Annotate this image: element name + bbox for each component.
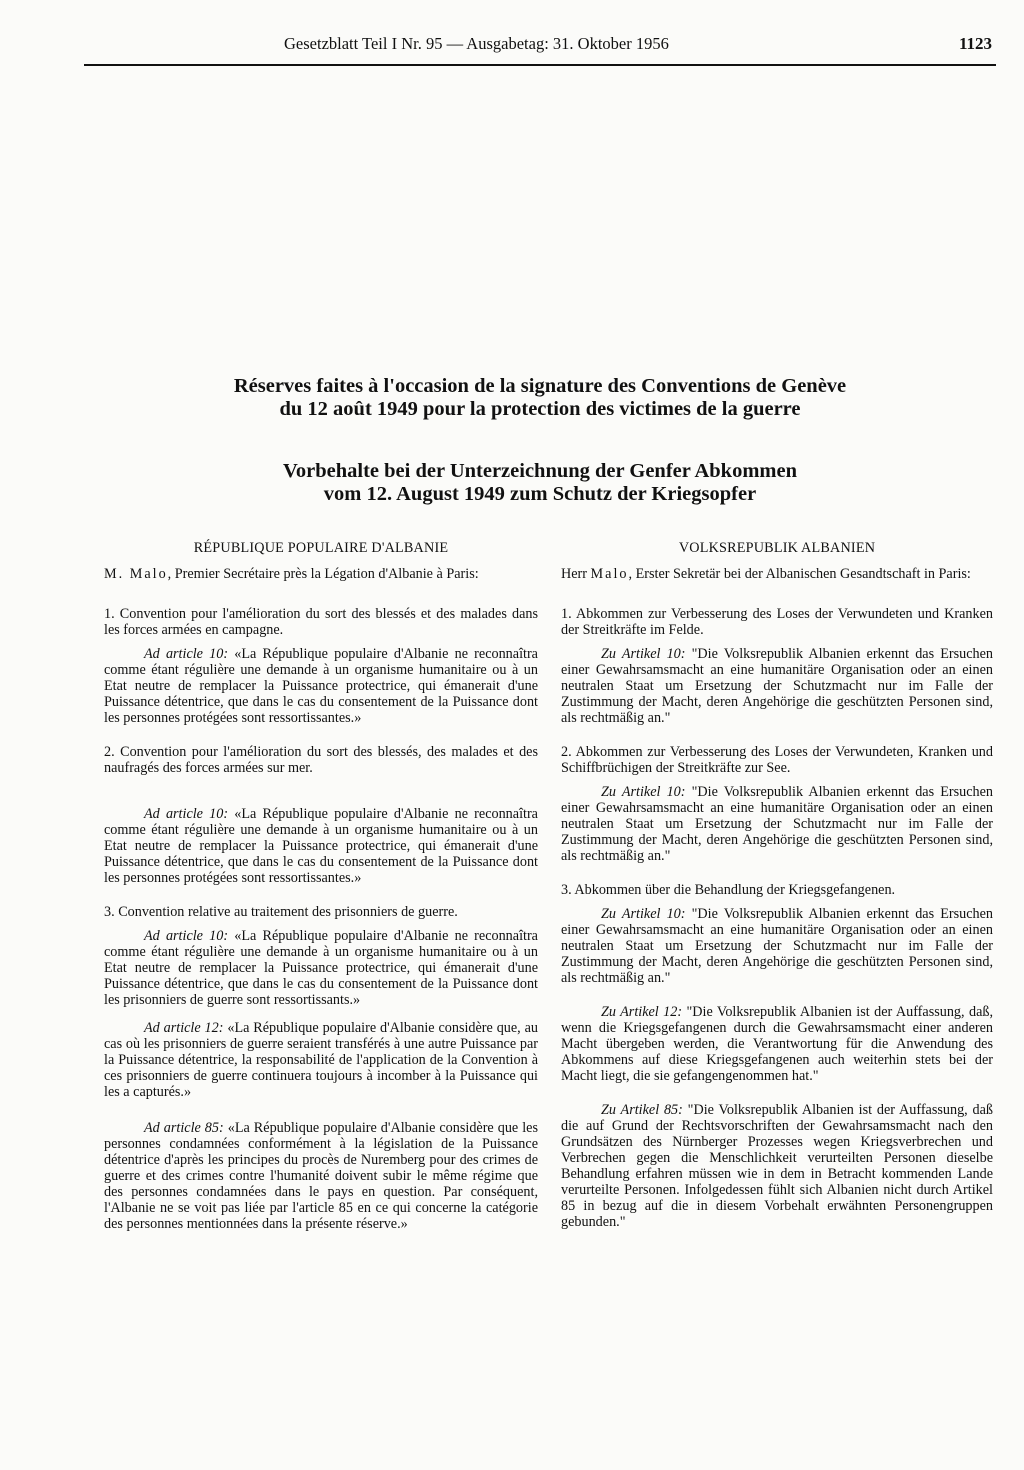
article-label: Zu Artikel 10: bbox=[601, 906, 686, 922]
running-title: Gesetzblatt Teil I Nr. 95 — Ausgabetag: 31. Oktober 1956 bbox=[284, 34, 669, 53]
title-german-line2: vom 12. August 1949 zum Schutz der Kriegsopfer bbox=[323, 483, 757, 505]
intro-paragraph bbox=[104, 566, 538, 582]
convention-1: 1. Abkommen zur Verbesserung des Loses der Verwundeten und Kranken der Streitkräfte im Felde. bbox=[561, 606, 993, 638]
reservation-text: «La République populaire d'Albanie considère que les personnes condamnées conformément à la législation de la Puissance détentrice d'après les principes du procès de Nuremberg pour des crimes de guerre et des crimes contre l'humanité doivent subir le même régime que des personnes condamnées dans le pays en question. Par conséquent, l'Albanie ne se voit pas liée par l'article 85 en ce qui concerne la catégorie des personnes mentionnées dans la présente réserve.» bbox=[104, 1120, 538, 1232]
title-french bbox=[84, 375, 996, 421]
reservation-text: «La République populaire d'Albanie ne reconnaîtra comme étant régulière une demande à un organisme humanitaire ou à un Etat neutre de remplacer la Puissance protectrice, qui émanerait d'une Puissance détentrice, que dans le cas du consentement de la Puissance dont les personnes protégées sont ressortissantes.» bbox=[104, 806, 538, 886]
page-number: 1123 bbox=[958, 34, 992, 53]
reservation-text: «La République populaire d'Albanie ne reconnaîtra comme étant régulière une demande à un organisme humanitaire ou à un Etat neutre de remplacer la Puissance protectrice, qui émanerait d'une Puissance détentrice, que dans le cas du consentement de la Puissance dont les personnes protégées sont ressortissantes.» bbox=[104, 646, 538, 726]
header-rule bbox=[84, 64, 996, 66]
title-french-line1: Réserves faites à l'occasion de la signature des Conventions de Genève bbox=[233, 375, 847, 397]
reservation-3-article-10 bbox=[561, 906, 993, 986]
article-label: Ad article 10: bbox=[144, 646, 229, 662]
signatory-name: Malo bbox=[590, 566, 629, 582]
reservation-text: "Die Volksrepublik Albanien erkennt das Ersuchen einer Gewahrsamsmacht an eine humanitäre Organisation oder an einen neutralen Staat um Ersetzung der Schutzmacht nur im Falle der Zustimmung der Macht, deren Angehörige die geschützten Personen sind, als rechtmäßig an." bbox=[561, 646, 994, 726]
convention-1: 1. Convention pour l'amélioration du sort des blessés et des malades dans les forces armées en campagne. bbox=[104, 606, 538, 638]
reservation-text: «La République populaire d'Albanie ne reconnaîtra comme étant régulière une demande à un organisme humanitaire ou à un Etat neutre de remplacer la Puissance protectrice, qui émanerait d'une Puissance détentrice, que dans le cas du consentement de la Puissance dont les prisonniers de guerre sont ressortissants.» bbox=[104, 928, 538, 1008]
german-column bbox=[561, 540, 993, 1248]
intro-prefix: Herr bbox=[561, 566, 591, 582]
section-heading: VOLKSREPUBLIK ALBANIEN bbox=[678, 540, 876, 556]
reservation-text: "Die Volksrepublik Albanien erkennt das Ersuchen einer Gewahrsamsmacht an eine humanitäre Organisation oder an einen neutralen Staat um Ersetzung der Schutzmacht nur im Falle der Zustimmung der Macht, deren Angehörige die geschützten Personen sind, als rechtmäßig an." bbox=[561, 906, 994, 986]
reservation-3-article-12 bbox=[104, 1020, 538, 1100]
title-french-line2: du 12 août 1949 pour la protection des victimes de la guerre bbox=[279, 398, 801, 420]
signatory-name: M. Malo bbox=[104, 566, 168, 582]
reservation-3-article-85 bbox=[561, 1102, 993, 1230]
reservation-3-article-12 bbox=[561, 1004, 993, 1084]
title-german-line1: Vorbehalte bei der Unterzeichnung der Genfer Abkommen bbox=[282, 460, 797, 482]
article-label: Ad article 10: bbox=[144, 806, 229, 822]
convention-2: 2. Abkommen zur Verbesserung des Loses der Verwundeten, Kranken und Schiffbrüchigen der Streitkräfte zur See. bbox=[561, 744, 993, 776]
title-german bbox=[84, 460, 996, 506]
article-label: Ad article 85: bbox=[144, 1120, 224, 1136]
convention-3: 3. Abkommen über die Behandlung der Kriegsgefangenen. bbox=[561, 882, 896, 898]
reservation-3-article-10 bbox=[104, 928, 538, 1008]
reservation-1-article-10 bbox=[104, 646, 538, 726]
article-label: Zu Artikel 85: bbox=[601, 1102, 683, 1118]
reservation-text: "Die Volksrepublik Albanien erkennt das Ersuchen einer Gewahrsamsmacht an eine humanitäre Organisation oder an einen neutralen Staat um Ersetzung der Schutzmacht nur im Falle der Zustimmung der Macht, deren Angehörige die geschützten Personen sind, als rechtmäßig an." bbox=[561, 784, 994, 864]
reservation-2-article-10 bbox=[561, 784, 993, 864]
convention-3: 3. Convention relative au traitement des prisonniers de guerre. bbox=[104, 904, 458, 920]
reservation-2-article-10 bbox=[104, 806, 538, 886]
convention-2: 2. Convention pour l'amélioration du sort des blessés, des malades et des naufragés des forces armées sur mer. bbox=[104, 744, 538, 776]
article-label: Zu Artikel 10: bbox=[601, 646, 686, 662]
intro-text: , Erster Sekretär bei der Albanischen Gesandtschaft in Paris: bbox=[628, 566, 971, 582]
intro-paragraph bbox=[561, 566, 993, 582]
reservation-text: «La République populaire d'Albanie considère que, au cas où les prisonniers de guerre seraient transférés à une autre Puissance par la Puissance détentrice, la responsabilité de l'application de la Convention à ces prisonniers de guerre continuera toujours à incomber à la Puissance qui les a capturés.» bbox=[104, 1020, 538, 1100]
article-label: Zu Artikel 10: bbox=[601, 784, 686, 800]
reservation-text: "Die Volksrepublik Albanien ist der Auffassung, daß, wenn die Kriegsgefangenen durch die Gewahrsamsmacht einer anderen Macht übergeben werden, die Verantwortung für die Anwendung des Abkommens auf diese Kriegsgefangenen auch weiterhin stets bei der Macht liegt, die sie gefangengenommen hat." bbox=[561, 1004, 994, 1084]
french-column bbox=[104, 540, 538, 1244]
section-heading: RÉPUBLIQUE POPULAIRE D'ALBANIE bbox=[193, 540, 449, 556]
intro-text: , Premier Secrétaire près la Légation d'Albanie à Paris: bbox=[167, 566, 479, 582]
article-label: Ad article 12: bbox=[144, 1020, 224, 1036]
reservation-3-article-85 bbox=[104, 1120, 538, 1232]
article-label: Zu Artikel 12: bbox=[601, 1004, 683, 1020]
reservation-1-article-10 bbox=[561, 646, 993, 726]
reservation-text: "Die Volksrepublik Albanien ist der Auffassung, daß die auf Grund der Rechtsvorschriften der Gewahrsamsmacht nach den Grundsätzen des Nürnberger Prozesses wegen Kriegsverbrechen und Verbrechen gegen die Menschlichkeit verurteilten Personen dieselbe Behandlung erfahren müssen wie in dem in Betracht kommenden Lande verurteilte Personen. Infolgedessen fühlt sich Albanien nicht durch Artikel 85 in bezug auf die in diesem Vorbehalt erwähnten Personengruppen gebunden." bbox=[561, 1102, 993, 1230]
article-label: Ad article 10: bbox=[144, 928, 229, 944]
